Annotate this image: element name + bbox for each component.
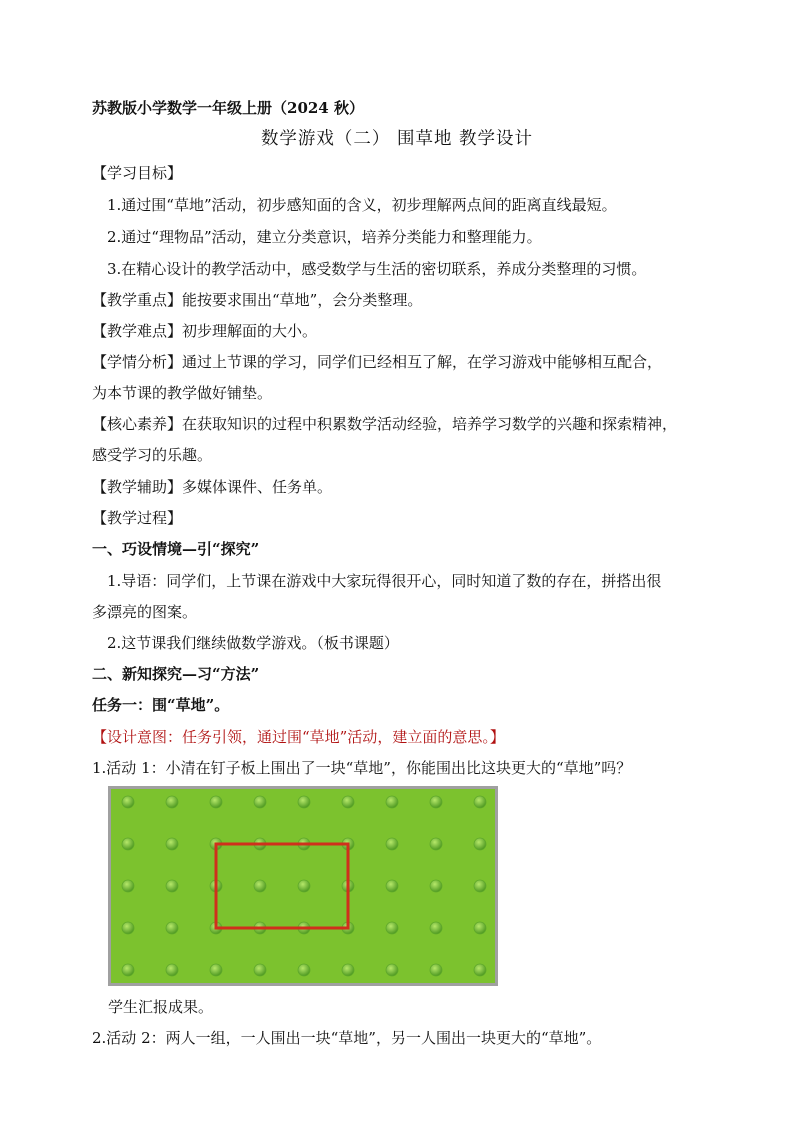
geoboard-peg <box>254 964 266 976</box>
aids: 【教学辅助】多媒体课件、任务单。 <box>92 478 333 496</box>
activity-1: 1.活动 1：小清在钉子板上围出了一块“草地”，你能围出比这块更大的“草地”吗？ <box>92 759 632 777</box>
geoboard-peg <box>474 964 486 976</box>
geoboard-peg <box>430 880 442 892</box>
geoboard-peg <box>386 838 398 850</box>
geoboard-peg <box>166 796 178 808</box>
geoboard-peg <box>298 880 310 892</box>
geoboard-peg <box>342 964 354 976</box>
geoboard-peg <box>474 880 486 892</box>
geoboard-peg <box>210 796 222 808</box>
analysis-line-2: 为本节课的教学做好铺垫。 <box>92 384 273 402</box>
analysis-line-1: 【学情分析】通过上节课的学习，同学们已经相互了解，在学习游戏中能够相互配合， <box>92 353 663 371</box>
geoboard-peg <box>430 964 442 976</box>
geoboard-peg <box>430 838 442 850</box>
objective-1: 1.通过围“草地”活动，初步感知面的含义，初步理解两点间的距离直线最短。 <box>107 196 617 214</box>
core-line-1: 【核心素养】在获取知识的过程中积累数学活动经验，培养学习数学的兴趣和探索精神， <box>92 415 678 433</box>
section-1-item-1-line-1: 1.导语：同学们，上节课在游戏中大家玩得很开心，同时知道了数的存在，拼搭出很 <box>107 572 662 590</box>
key-point: 【教学重点】能按要求围出“草地”，会分类整理。 <box>92 291 423 309</box>
geoboard-peg <box>166 964 178 976</box>
geoboard-peg <box>166 922 178 934</box>
geoboard-peg <box>122 796 134 808</box>
difficulty: 【教学难点】初步理解面的大小。 <box>92 322 318 340</box>
geoboard-peg <box>122 880 134 892</box>
geoboard-drawing <box>108 786 498 986</box>
geoboard-peg <box>122 838 134 850</box>
geoboard-peg <box>474 922 486 934</box>
report-note: 学生汇报成果。 <box>108 998 214 1016</box>
geoboard-peg <box>210 964 222 976</box>
objectives-heading: 【学习目标】 <box>92 164 183 182</box>
core-line-2: 感受学习的乐趣。 <box>92 446 213 464</box>
design-intent: 【设计意图：任务引领，通过围“草地”活动，建立面的意思。】 <box>92 728 505 746</box>
section-1-heading: 一、巧设情境—引“探究” <box>92 540 260 558</box>
activity-2: 2.活动 2：两人一组，一人围出一块“草地”，另一人围出一块更大的“草地”。 <box>92 1029 602 1047</box>
process-heading: 【教学过程】 <box>92 509 183 527</box>
geoboard-peg <box>166 838 178 850</box>
geoboard-peg <box>386 922 398 934</box>
geoboard-peg <box>298 796 310 808</box>
page-title: 数学游戏（二） 围草地 教学设计 <box>260 129 534 149</box>
geoboard-peg <box>386 964 398 976</box>
section-1-item-2: 2.这节课我们继续做数学游戏。（板书课题） <box>107 634 399 652</box>
geoboard-peg <box>254 880 266 892</box>
geoboard-peg <box>430 796 442 808</box>
section-2-heading: 二、新知探究—习“方法” <box>92 665 260 683</box>
geoboard-peg <box>254 796 266 808</box>
objective-2: 2.通过“理物品”活动，建立分类意识，培养分类能力和整理能力。 <box>107 228 542 246</box>
geoboard-peg <box>474 838 486 850</box>
geoboard-peg <box>298 964 310 976</box>
geoboard-peg <box>166 880 178 892</box>
geoboard-peg <box>386 880 398 892</box>
geoboard-peg <box>386 796 398 808</box>
geoboard-image <box>108 786 498 986</box>
objective-3: 3.在精心设计的教学活动中，感受数学与生活的密切联系，养成分类整理的习惯。 <box>107 260 647 278</box>
geoboard-peg <box>474 796 486 808</box>
geoboard-peg <box>342 796 354 808</box>
subtitle: 苏教版小学数学一年级上册（2024 秋） <box>92 99 364 117</box>
geoboard-peg <box>122 922 134 934</box>
task-1: 任务一：围“草地”。 <box>92 696 230 714</box>
geoboard-peg <box>122 964 134 976</box>
geoboard-peg <box>430 922 442 934</box>
section-1-item-1-line-2: 多漂亮的图案。 <box>92 603 198 621</box>
